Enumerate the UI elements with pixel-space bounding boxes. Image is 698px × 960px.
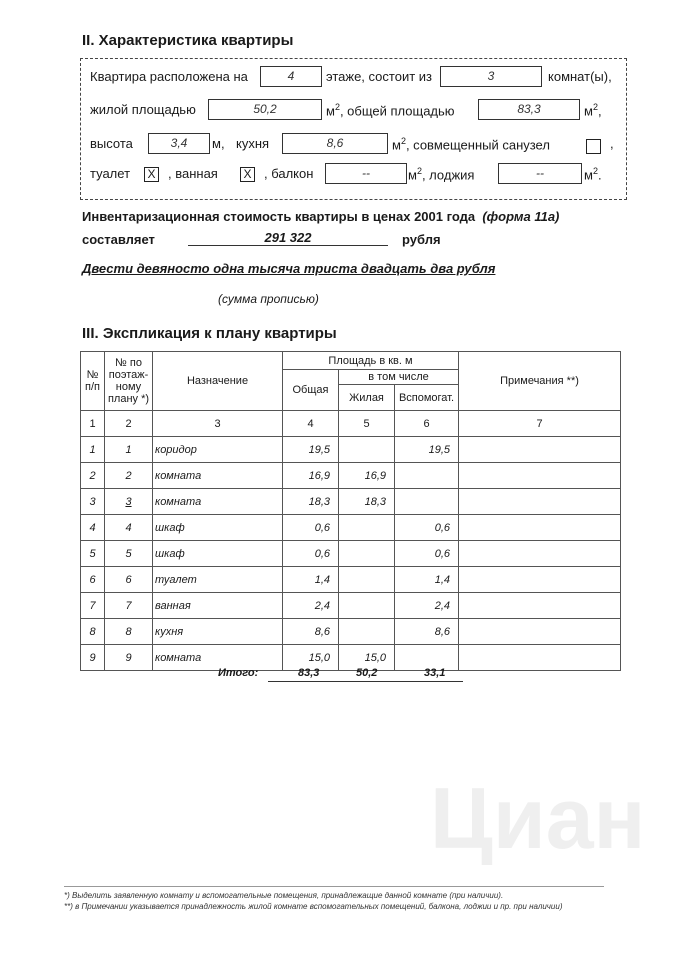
col-number: 7 bbox=[459, 411, 621, 437]
label: комнат(ы), bbox=[548, 69, 612, 84]
unit-sqm bbox=[392, 136, 550, 152]
cell-plan-num: 2 bbox=[105, 463, 153, 489]
label: , совмещенный санузел bbox=[405, 137, 550, 153]
toilet-checkbox: X bbox=[144, 167, 159, 182]
header-num: № п/п bbox=[81, 352, 105, 411]
cell-living: 18,3 bbox=[339, 489, 395, 515]
cell-total: 19,5 bbox=[283, 437, 339, 463]
cell-aux: 2,4 bbox=[395, 593, 459, 619]
cell-total: 18,3 bbox=[283, 489, 339, 515]
unit-sup: 2 bbox=[592, 102, 598, 112]
table-row bbox=[81, 437, 621, 463]
unit-m: м, bbox=[212, 136, 225, 151]
header-living: Жилая bbox=[339, 385, 395, 411]
unit-label: м bbox=[408, 167, 417, 183]
comma: , bbox=[610, 136, 614, 151]
table-row bbox=[81, 489, 621, 515]
col-number: 2 bbox=[105, 411, 153, 437]
watermark: Циан bbox=[430, 771, 646, 867]
cell-notes bbox=[459, 645, 621, 671]
cell-purpose: кухня bbox=[153, 619, 283, 645]
cell-aux: 0,6 bbox=[395, 541, 459, 567]
cell-num: 3 bbox=[81, 489, 105, 515]
cell-plan-num: 4 bbox=[105, 515, 153, 541]
col-number: 1 bbox=[81, 411, 105, 437]
table-row bbox=[81, 515, 621, 541]
cell-living bbox=[339, 515, 395, 541]
table-row bbox=[81, 463, 621, 489]
cell-living bbox=[339, 593, 395, 619]
kitchen-area-field: 8,6 bbox=[282, 133, 388, 154]
explication-table bbox=[80, 351, 621, 671]
table-row bbox=[81, 541, 621, 567]
cell-plan-num: 1 bbox=[105, 437, 153, 463]
unit-label: м bbox=[584, 167, 593, 183]
cell-num: 7 bbox=[81, 593, 105, 619]
valuation-text: Инвентаризационная стоимость квартиры в ценах 2001 года bbox=[82, 209, 476, 224]
label: Квартира расположена на bbox=[90, 69, 248, 84]
living-area-field: 50,2 bbox=[208, 99, 322, 120]
valuation-prefix: составляет bbox=[82, 232, 155, 247]
label: туалет bbox=[90, 166, 131, 181]
cell-total: 16,9 bbox=[283, 463, 339, 489]
cell-total: 0,6 bbox=[283, 515, 339, 541]
cell-aux bbox=[395, 463, 459, 489]
label: , лоджия bbox=[421, 167, 475, 183]
valuation-form: (форма 11а) bbox=[482, 209, 560, 224]
label: , ванная bbox=[168, 166, 218, 181]
cell-total: 0,6 bbox=[283, 541, 339, 567]
totals-label: Итого: bbox=[218, 667, 259, 679]
height-field: 3,4 bbox=[148, 133, 210, 154]
footnote-2: **) в Примечании указывается принадлежность жилой комнате вспомогательных помещений, балкона, лоджии и пр. при наличии) bbox=[64, 902, 563, 911]
cell-aux: 1,4 bbox=[395, 567, 459, 593]
cell-notes bbox=[459, 463, 621, 489]
rooms-field: 3 bbox=[440, 66, 542, 87]
cell-total: 2,4 bbox=[283, 593, 339, 619]
label: кухня bbox=[236, 136, 270, 151]
loggia-field: -- bbox=[498, 163, 582, 184]
section2-title: II. Характеристика квартиры bbox=[82, 32, 294, 49]
cell-num: 5 bbox=[81, 541, 105, 567]
cell-num: 1 bbox=[81, 437, 105, 463]
cell-num: 8 bbox=[81, 619, 105, 645]
label: высота bbox=[90, 136, 133, 151]
unit-label: м bbox=[392, 137, 401, 153]
cell-living: 16,9 bbox=[339, 463, 395, 489]
footnote-1: *) Выделить заявленную комнату и вспомогательные помещения, принадлежащие данной комнате (при наличии). bbox=[64, 891, 504, 900]
valuation-line bbox=[82, 209, 559, 224]
cell-plan-num: 9 bbox=[105, 645, 153, 671]
unit-label: м bbox=[326, 103, 335, 119]
table-row bbox=[81, 567, 621, 593]
cell-notes bbox=[459, 489, 621, 515]
header-aux: Вспомогат. bbox=[395, 385, 459, 411]
cell-purpose: ванная bbox=[153, 593, 283, 619]
table-row bbox=[81, 593, 621, 619]
dot: . bbox=[597, 167, 602, 183]
unit-sqm bbox=[408, 166, 474, 182]
cell-notes bbox=[459, 541, 621, 567]
label: этаже, состоит из bbox=[326, 69, 432, 84]
totals-living: 50,2 bbox=[356, 667, 378, 679]
cell-purpose: шкаф bbox=[153, 515, 283, 541]
unit-sqm bbox=[584, 102, 602, 118]
cell-total: 15,0 bbox=[283, 645, 339, 671]
cell-aux: 0,6 bbox=[395, 515, 459, 541]
cell-notes bbox=[459, 567, 621, 593]
unit-label: м bbox=[584, 103, 593, 119]
cell-plan-num: 3 bbox=[105, 489, 153, 515]
floor-field: 4 bbox=[260, 66, 322, 87]
cell-num: 4 bbox=[81, 515, 105, 541]
comma: , bbox=[597, 103, 602, 119]
cell-living bbox=[339, 437, 395, 463]
table-row bbox=[81, 619, 621, 645]
header-purpose: Назначение bbox=[153, 352, 283, 411]
cell-aux bbox=[395, 489, 459, 515]
cell-notes bbox=[459, 515, 621, 541]
cell-purpose: комната bbox=[153, 463, 283, 489]
cell-plan-num: 8 bbox=[105, 619, 153, 645]
cell-purpose: комната bbox=[153, 489, 283, 515]
header-plan-num: № по поэтаж-ному плану *) bbox=[105, 352, 153, 411]
cell-aux: 19,5 bbox=[395, 437, 459, 463]
footnote-divider bbox=[64, 886, 604, 887]
totals-total: 83,3 bbox=[298, 667, 320, 679]
cell-living bbox=[339, 619, 395, 645]
cell-num: 2 bbox=[81, 463, 105, 489]
cell-aux: 8,6 bbox=[395, 619, 459, 645]
cell-living bbox=[339, 541, 395, 567]
valuation-words: Двести девяносто одна тысяча триста двадцать два рубля bbox=[82, 261, 496, 276]
totals-aux: 33,1 bbox=[424, 667, 446, 679]
cell-notes bbox=[459, 593, 621, 619]
header-incl: в том числе bbox=[339, 370, 459, 385]
balcony-field: -- bbox=[325, 163, 407, 184]
header-total: Общая bbox=[283, 370, 339, 411]
cell-purpose: туалет bbox=[153, 567, 283, 593]
cell-purpose: комната bbox=[153, 645, 283, 671]
unit-sup: 2 bbox=[400, 136, 406, 146]
header-notes: Примечания **) bbox=[459, 352, 621, 411]
cell-plan-num: 7 bbox=[105, 593, 153, 619]
cell-purpose: шкаф bbox=[153, 541, 283, 567]
currency-label: рубля bbox=[402, 232, 441, 247]
cell-total: 8,6 bbox=[283, 619, 339, 645]
valuation-words-caption: (сумма прописью) bbox=[218, 292, 319, 306]
label: , балкон bbox=[264, 166, 314, 181]
unit-sup: 2 bbox=[416, 166, 422, 176]
col-number: 3 bbox=[153, 411, 283, 437]
total-area-field: 83,3 bbox=[478, 99, 580, 120]
unit-sqm bbox=[326, 102, 455, 118]
unit-sup: 2 bbox=[592, 166, 598, 176]
combined-bathroom-checkbox bbox=[586, 139, 601, 154]
cell-living bbox=[339, 567, 395, 593]
col-number: 6 bbox=[395, 411, 459, 437]
cell-num: 6 bbox=[81, 567, 105, 593]
cell-notes bbox=[459, 619, 621, 645]
header-area: Площадь в кв. м bbox=[283, 352, 459, 370]
section3-title: III. Экспликация к плану квартиры bbox=[82, 325, 337, 342]
cell-plan-num: 6 bbox=[105, 567, 153, 593]
col-number: 5 bbox=[339, 411, 395, 437]
label: жилой площадью bbox=[90, 102, 196, 117]
bath-checkbox: X bbox=[240, 167, 255, 182]
cell-plan-num: 5 bbox=[105, 541, 153, 567]
col-number: 4 bbox=[283, 411, 339, 437]
cell-notes bbox=[459, 437, 621, 463]
valuation-amount: 291 322 bbox=[188, 230, 388, 246]
unit-sqm bbox=[584, 166, 602, 182]
cell-total: 1,4 bbox=[283, 567, 339, 593]
label: , общей площадью bbox=[339, 103, 455, 119]
unit-sup: 2 bbox=[334, 102, 340, 112]
cell-living: 15,0 bbox=[339, 645, 395, 671]
cell-num: 9 bbox=[81, 645, 105, 671]
cell-purpose: коридор bbox=[153, 437, 283, 463]
